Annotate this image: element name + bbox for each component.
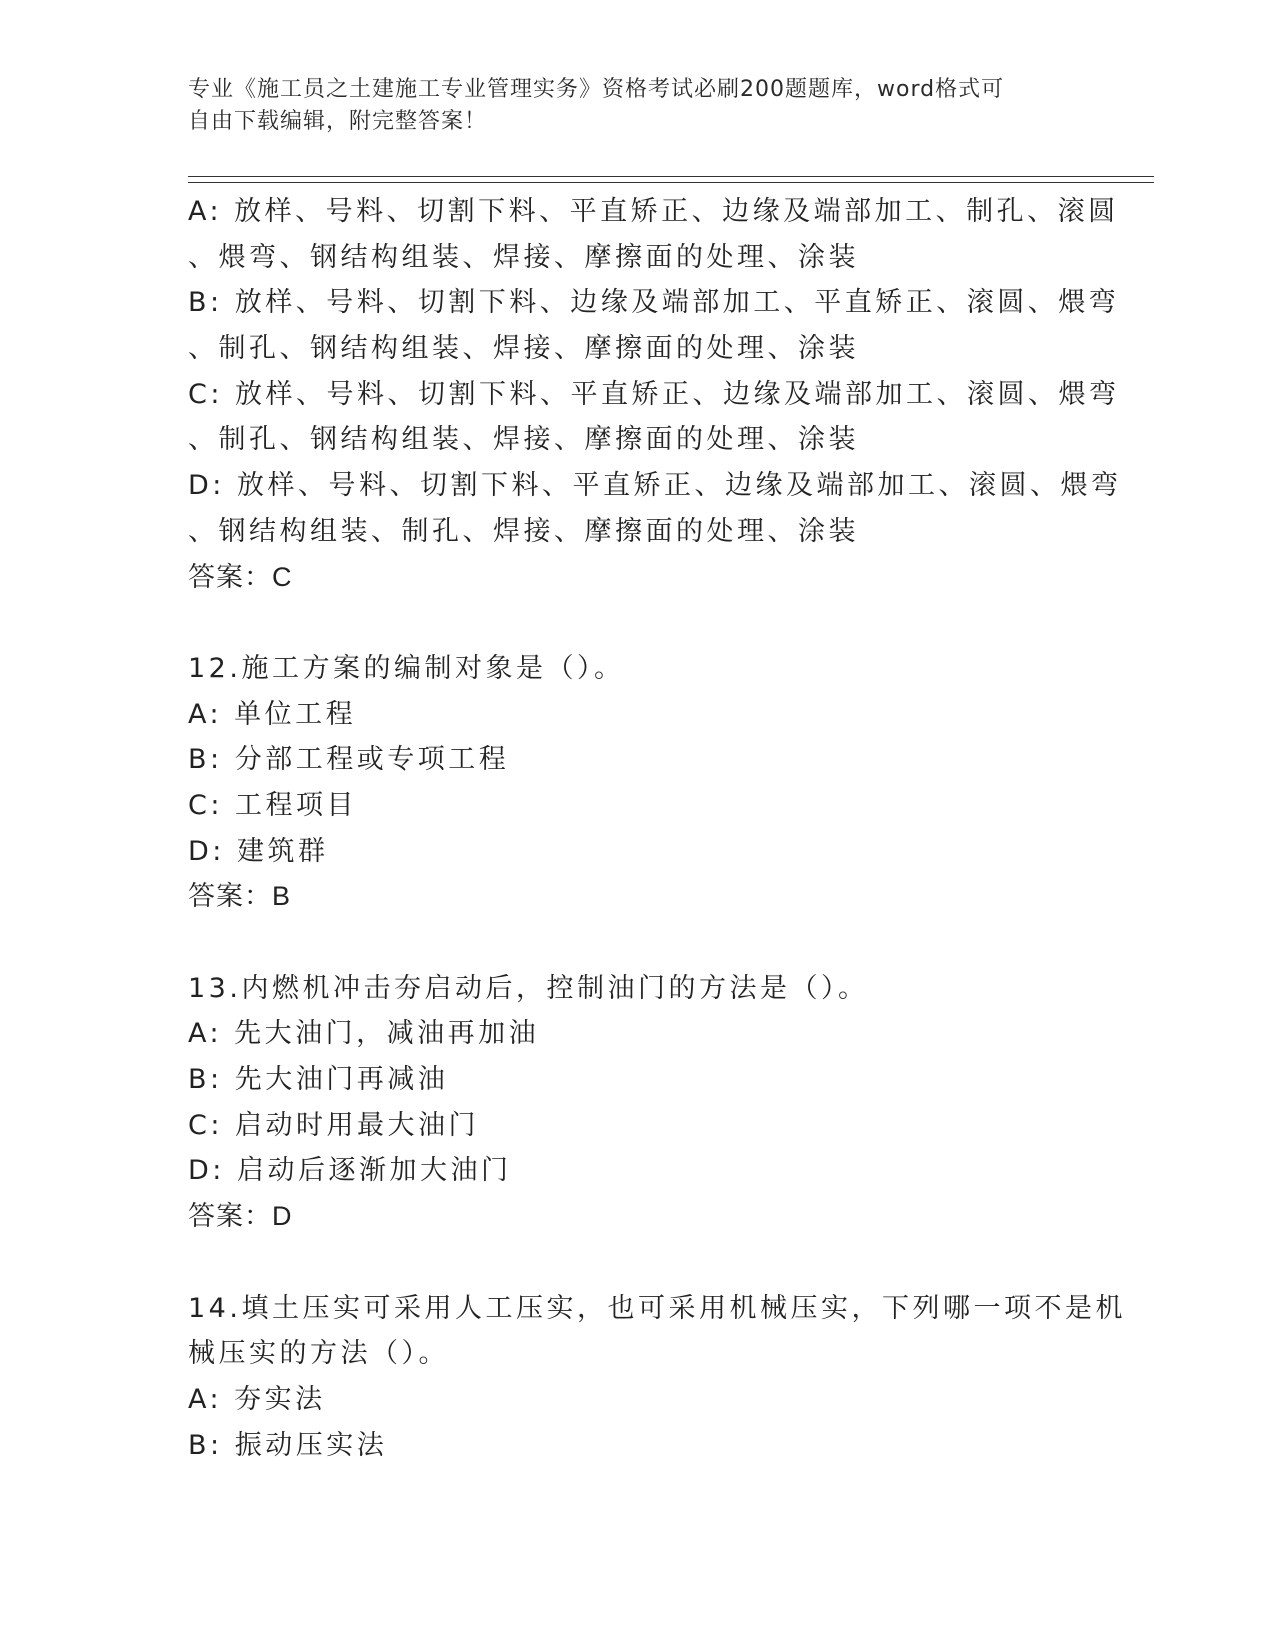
question-13-answer: 答案：D xyxy=(188,1201,293,1232)
spacer xyxy=(188,600,1088,646)
question-13-option-a: A: 先大油门，减油再加油 xyxy=(188,1018,540,1050)
option-c-line-1: C: 放样、号料、切割下料、平直矫正、边缘及端部加工、滚圆、煨弯 xyxy=(188,378,1120,410)
header-line-2: 自由下载编辑，附完整答案！ xyxy=(188,109,488,134)
question-12-option-a: A: 单位工程 xyxy=(188,698,357,730)
question-12-answer: 答案：B xyxy=(188,881,292,912)
option-a-line-2: 、煨弯、钢结构组装、焊接、摩擦面的处理、涂装 xyxy=(188,241,859,273)
question-12-option-d: D: 建筑群 xyxy=(188,835,329,867)
spacer xyxy=(188,920,1088,966)
option-b-line-2: 、制孔、钢结构组装、焊接、摩擦面的处理、涂装 xyxy=(188,333,859,365)
spacer xyxy=(188,1240,1088,1286)
question-13 xyxy=(188,966,1088,1240)
question-13-option-c: C: 启动时用最大油门 xyxy=(188,1109,480,1141)
question-14-text-line-1: 14.填土压实可采用人工压实，也可采用机械压实，下列哪一项不是机 xyxy=(188,1292,1126,1324)
option-d-line-1: D: 放样、号料、切割下料、平直矫正、边缘及端部加工、滚圆、煨弯 xyxy=(188,470,1122,502)
header-rule-top xyxy=(188,176,1154,177)
question-12-option-b: B: 分部工程或专项工程 xyxy=(188,744,510,776)
question-11-options xyxy=(188,189,1122,600)
question-13-option-b: B: 先大油门再减油 xyxy=(188,1064,449,1096)
question-14-option-b: B: 振动压实法 xyxy=(188,1429,388,1461)
question-13-text: 13.内燃机冲击夯启动后，控制油门的方法是（）。 xyxy=(188,972,869,1004)
document-body xyxy=(188,189,1126,1468)
question-12 xyxy=(188,646,1088,920)
question-12-option-c: C: 工程项目 xyxy=(188,789,358,821)
option-a-line-1: A: 放样、号料、切割下料、平直矫正、边缘及端部加工、制孔、滚圆 xyxy=(188,196,1119,227)
option-b-line-1: B: 放样、号料、切割下料、边缘及端部加工、平直矫正、滚圆、煨弯 xyxy=(188,287,1120,319)
option-c-line-2: 、制孔、钢结构组装、焊接、摩擦面的处理、涂装 xyxy=(188,424,859,456)
question-14-option-a: A: 夯实法 xyxy=(188,1383,326,1415)
header-line-1: 专业《施工员之土建施工专业管理实务》资格考试必刷200题题库，word格式可 xyxy=(188,77,1005,102)
option-d-line-2: 、钢结构组装、制孔、焊接、摩擦面的处理、涂装 xyxy=(188,515,859,547)
document-header xyxy=(188,74,1068,138)
question-14-text-line-2: 械压实的方法（）。 xyxy=(188,1338,449,1370)
question-12-text: 12.施工方案的编制对象是（）。 xyxy=(188,652,625,684)
question-14 xyxy=(188,1286,1126,1469)
question-11-answer: 答案：C xyxy=(188,561,293,592)
question-13-option-d: D: 启动后逐渐加大油门 xyxy=(188,1155,512,1187)
header-rule-bottom xyxy=(188,182,1154,183)
